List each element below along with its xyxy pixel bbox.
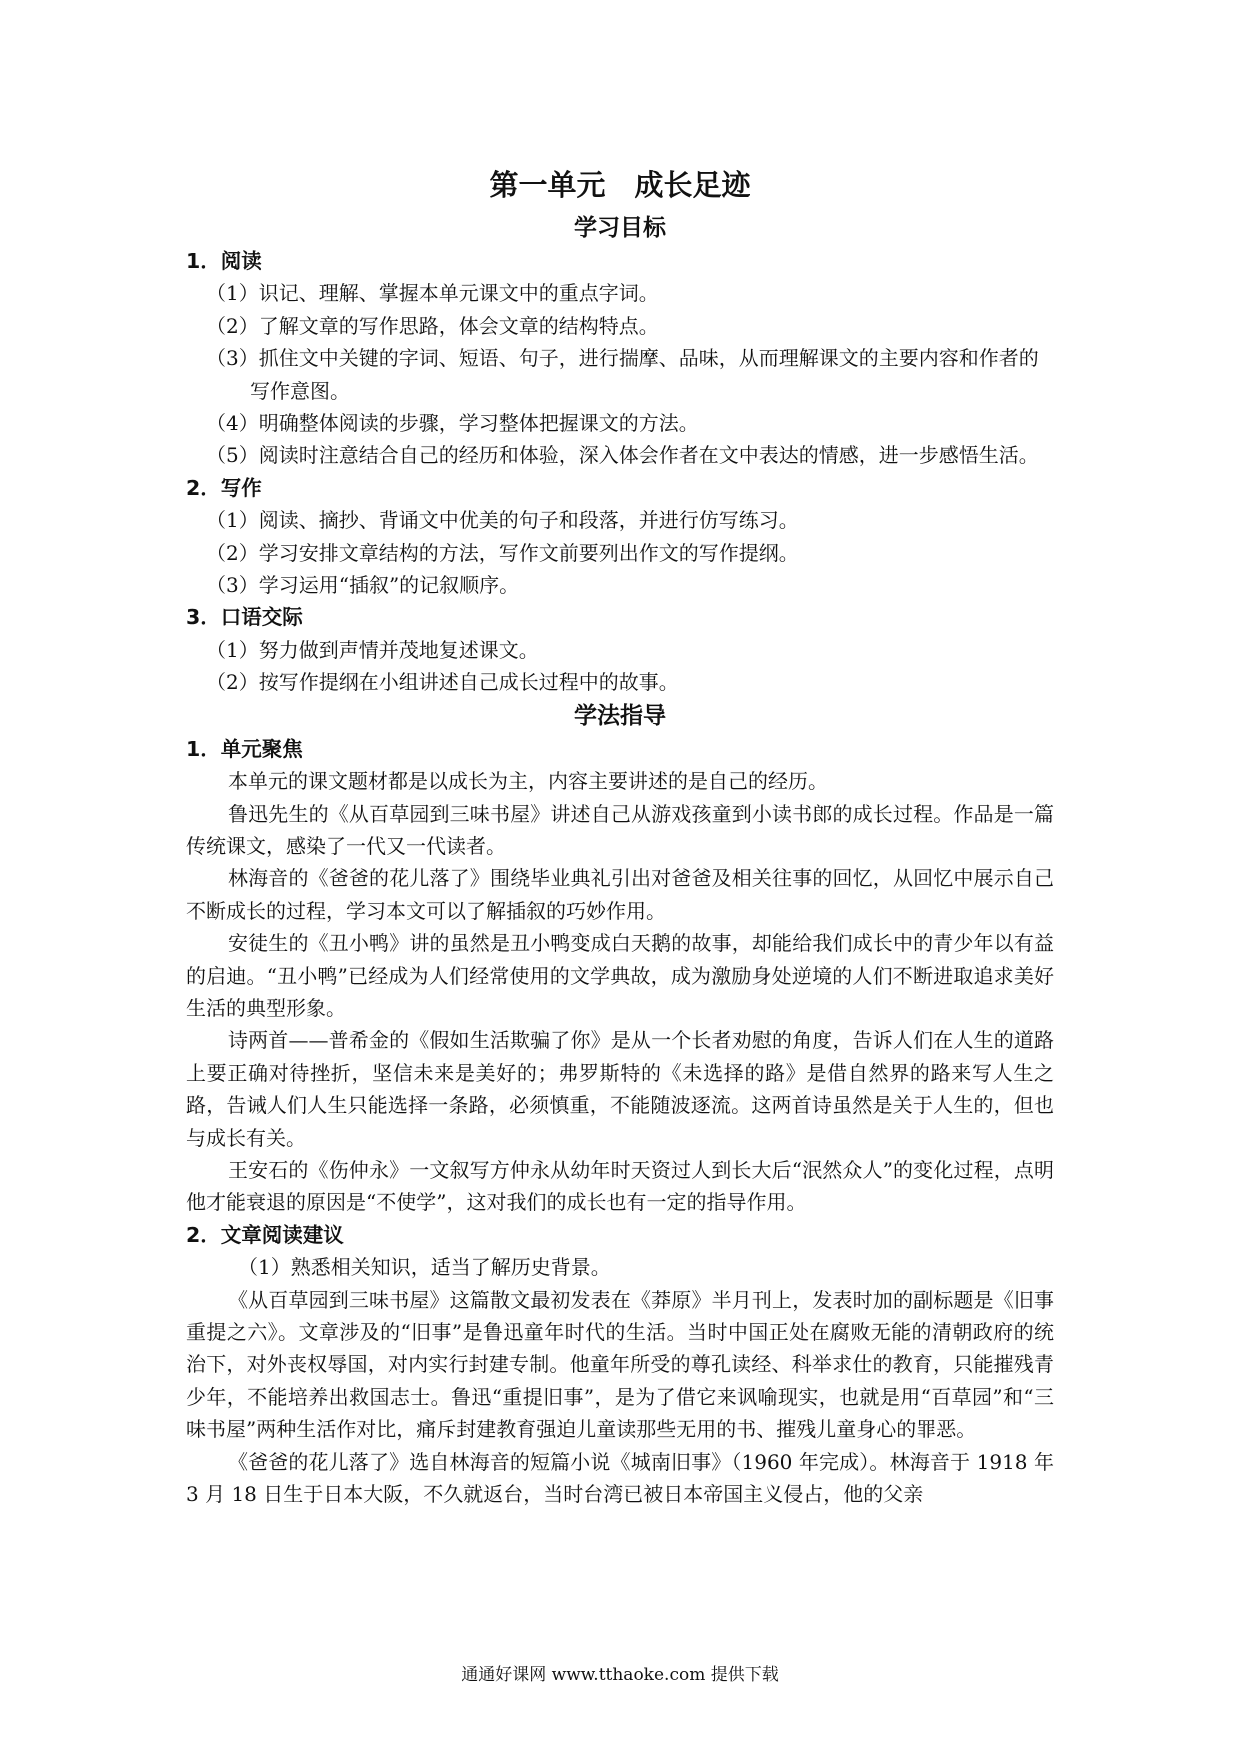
goals-heading: 学习目标: [574, 215, 666, 241]
section-title: 1．单元聚焦: [186, 736, 303, 761]
page-content: [186, 165, 1054, 1510]
goals-section-speaking: [186, 601, 1054, 698]
section-title: 3．口语交际: [186, 605, 303, 630]
list-item: （4）明确整体阅读的步骤，学习整体把握课文的方法。: [206, 411, 699, 436]
paragraph: 鲁迅先生的《从百草园到三味书屋》讲述自己从游戏孩童到小读书郎的成长过程。作品是一篇传统课文，感染了一代又一代读者。: [186, 801, 1054, 858]
list-item: （3）学习运用“插叙”的记叙顺序。: [206, 573, 520, 598]
list-item: （1）阅读、摘抄、背诵文中优美的句子和段落，并进行仿写练习。: [206, 508, 799, 533]
list-item: （2）学习安排文章结构的方法，写作文前要列出作文的写作提纲。: [206, 540, 799, 565]
guide-heading: 学法指导: [574, 702, 666, 729]
section-title: 2．文章阅读建议: [186, 1222, 344, 1247]
section-title: 1．阅读: [186, 249, 262, 273]
unit-title: 第一单元 成长足迹: [489, 168, 751, 202]
list-item: （1）努力做到声情并茂地复述课文。: [206, 637, 539, 662]
list-item: （2）按写作提纲在小组讲述自己成长过程中的故事。: [206, 670, 679, 695]
goals-section-reading: [186, 245, 1054, 472]
paragraph: 本单元的课文题材都是以成长为主，内容主要讲述的是自己的经历。: [228, 769, 828, 794]
list-item: （5）阅读时注意结合自己的经历和体验，深入体会作者在文中表达的情感，进一步感悟生活。: [206, 443, 1039, 468]
page-footer: 通通好课网 www.tthaoke.com 提供下载: [461, 1665, 779, 1685]
paragraph: 林海音的《爸爸的花儿落了》围绕毕业典礼引出对爸爸及相关往事的回忆，从回忆中展示自己不断成长的过程，学习本文可以了解插叙的巧妙作用。: [186, 866, 1054, 923]
list-item: （3）抓住文中关键的字词、短语、句子，进行揣摩、品味，从而理解课文的主要内容和作者的写作意图。: [206, 346, 1039, 403]
list-item: （1）识记、理解、掌握本单元课文中的重点字词。: [206, 281, 659, 306]
list-item: （2）了解文章的写作思路，体会文章的结构特点。: [206, 313, 659, 338]
goals-section-writing: [186, 472, 1054, 602]
paragraph: 《从百草园到三味书屋》这篇散文最初发表在《莽原》半月刊上，发表时加的副标题是《旧事重提之六》。文章涉及的“旧事”是鲁迅童年时代的生活。当时中国正处在腐败无能的清朝政府的统治下，对外丧权辱国，对内实行封建专制。他童年所受的尊孔读经、科举求仕的教育，只能摧残青少年，不能培养出救国志士。鲁迅“重提旧事”，是为了借它来讽喻现实，也就是用“百草园”和“三味书屋”两种生活作对比，痛斥封建教育强迫儿童读那些无用的书、摧残儿童身心的罪恶。: [186, 1287, 1054, 1442]
section-title: 2．写作: [186, 475, 262, 500]
paragraph: 王安石的《伤仲永》一文叙写方仲永从幼年时天资过人到长大后“泯然众人”的变化过程，点明他才能衰退的原因是“不使学”，这对我们的成长也有一定的指导作用。: [186, 1157, 1054, 1215]
paragraph: 安徒生的《丑小鸭》讲的虽然是丑小鸭变成白天鹅的故事，却能给我们成长中的青少年以有益的启迪。“丑小鸭”已经成为人们经常使用的文学典故，成为激励身处逆境的人们不断进取追求美好生活的典型形象。: [186, 931, 1054, 1020]
paragraph: 《爸爸的花儿落了》选自林海音的短篇小说《城南旧事》（1960 年完成）。林海音于 1918 年 3 月 18 日生于日本大阪，不久就返台，当时台湾已被日本帝国主义侵占，他的父亲: [186, 1449, 1054, 1507]
sub-heading: （1）熟悉相关知识，适当了解历史背景。: [238, 1255, 611, 1280]
paragraph: 诗两首——普希金的《假如生活欺骗了你》是从一个长者劝慰的角度，告诉人们在人生的道路上要正确对待挫折，坚信未来是美好的；弗罗斯特的《未选择的路》是借自然界的路来写人生之路，告诫人们人生只能选择一条路，必须慎重，不能随波逐流。这两首诗虽然是关于人生的，但也与成长有关。: [186, 1028, 1054, 1150]
